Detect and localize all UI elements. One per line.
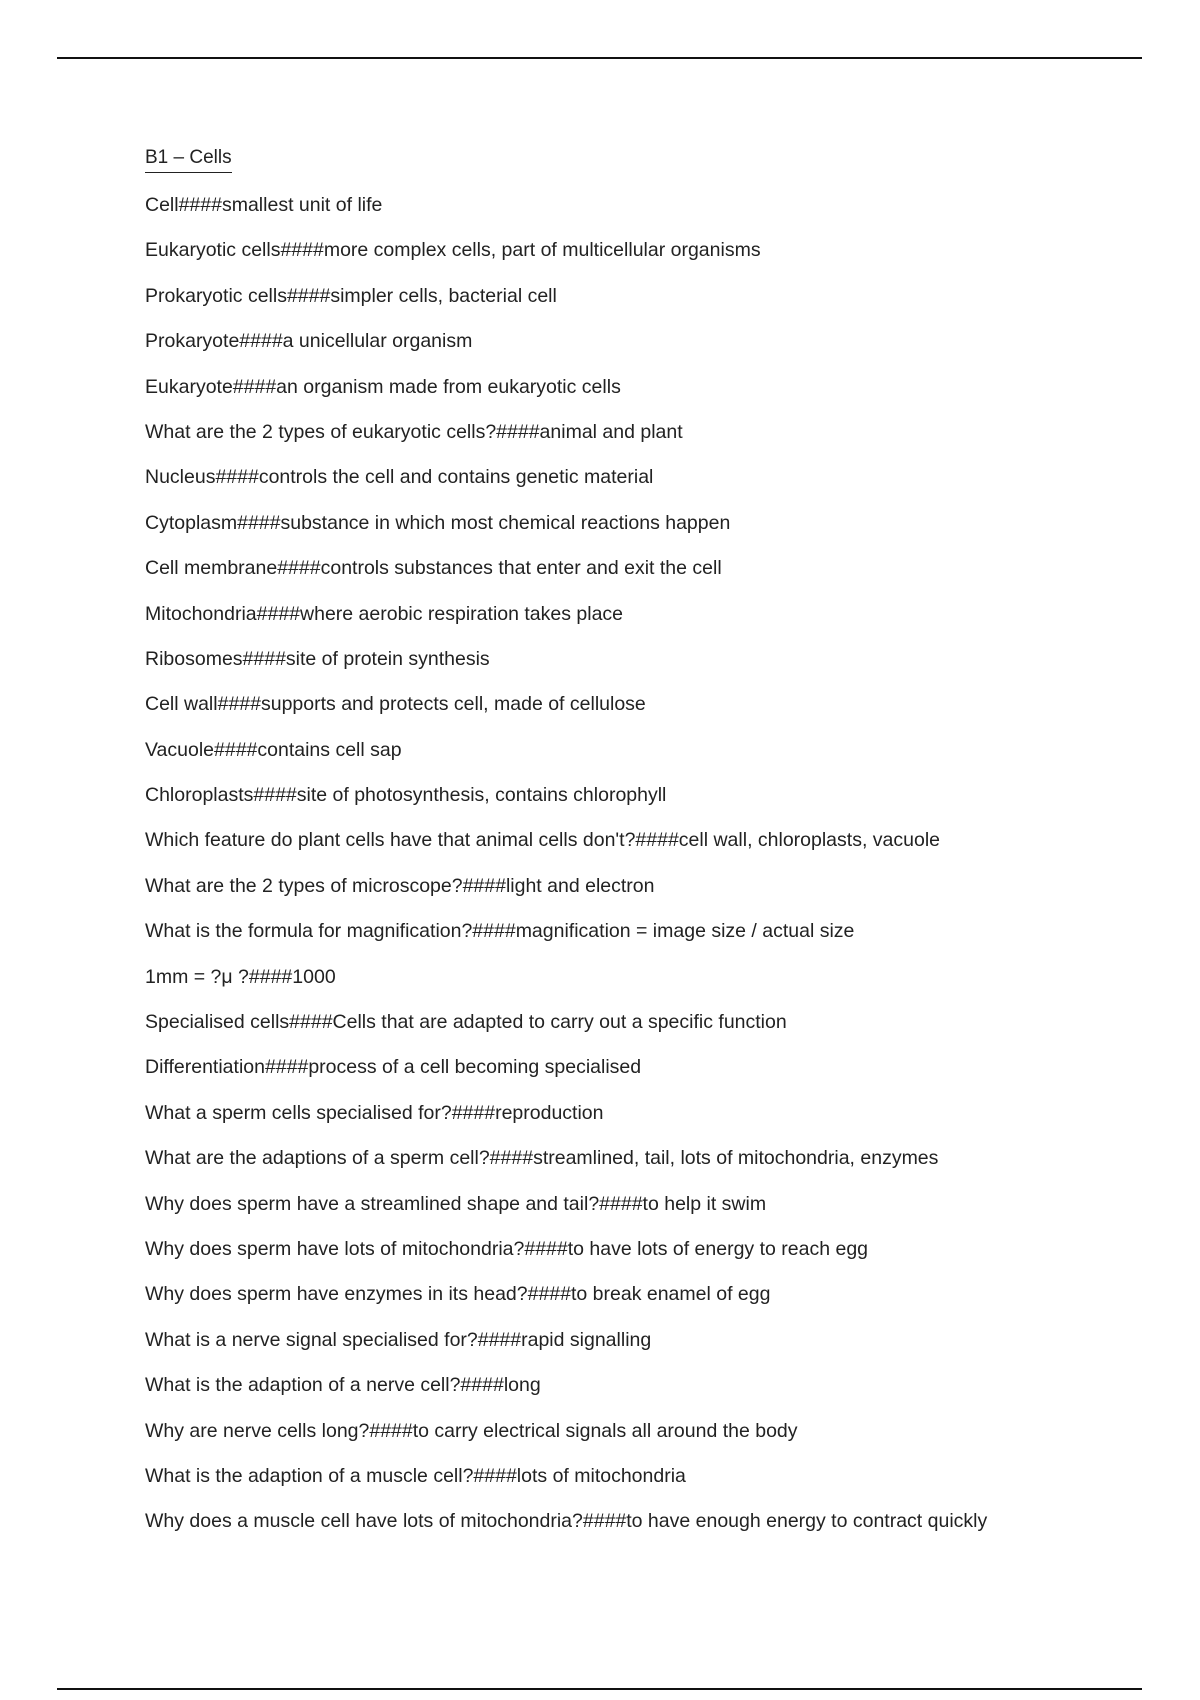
flashcard-line: Prokaryote####a unicellular organism bbox=[145, 330, 473, 353]
flashcard-line: Why does sperm have a streamlined shape and tail?####to help it swim bbox=[145, 1192, 767, 1215]
flashcard-line: Specialised cells####Cells that are adapted to carry out a specific function bbox=[145, 1011, 787, 1034]
flashcard-line: What are the adaptions of a sperm cell?####streamlined, tail, lots of mitochondria, enzymes bbox=[145, 1147, 939, 1170]
document-content bbox=[145, 145, 1085, 1554]
flashcard-line: Which feature do plant cells have that animal cells don't?####cell wall, chloroplasts, vacuole bbox=[145, 829, 940, 852]
flashcard-line: Why does sperm have enzymes in its head?####to break enamel of egg bbox=[145, 1283, 771, 1306]
flashcard-line: Chloroplasts####site of photosynthesis, contains chlorophyll bbox=[145, 784, 667, 807]
flashcard-line: What is the adaption of a muscle cell?####lots of mitochondria bbox=[145, 1464, 686, 1487]
flashcard-line: What is a nerve signal specialised for?####rapid signalling bbox=[145, 1328, 652, 1351]
section-heading: B1 – Cells bbox=[145, 145, 232, 173]
flashcard-line: Vacuole####contains cell sap bbox=[145, 738, 402, 761]
flashcard-list bbox=[145, 192, 1085, 1554]
flashcard-line: Cytoplasm####substance in which most chemical reactions happen bbox=[145, 511, 731, 534]
flashcard-line: Differentiation####process of a cell becoming specialised bbox=[145, 1056, 642, 1079]
flashcard-line: Why does a muscle cell have lots of mitochondria?####to have enough energy to contract quickly bbox=[145, 1510, 988, 1533]
flashcard-line: What is the formula for magnification?####magnification = image size / actual size bbox=[145, 920, 855, 943]
flashcard-line: Eukaryotic cells####more complex cells, part of multicellular organisms bbox=[145, 239, 761, 262]
flashcard-line: What a sperm cells specialised for?####reproduction bbox=[145, 1101, 604, 1124]
flashcard-line: Prokaryotic cells####simpler cells, bacterial cell bbox=[145, 284, 557, 307]
flashcard-line: What are the 2 types of eukaryotic cells?####animal and plant bbox=[145, 420, 683, 443]
flashcard-line: Cell####smallest unit of life bbox=[145, 194, 383, 216]
flashcard-line: Cell membrane####controls substances that enter and exit the cell bbox=[145, 557, 722, 580]
footer-rule bbox=[57, 1688, 1142, 1690]
flashcard-line: Cell wall####supports and protects cell, made of cellulose bbox=[145, 693, 646, 716]
flashcard-line: Why does sperm have lots of mitochondria?####to have lots of energy to reach egg bbox=[145, 1237, 869, 1260]
flashcard-line: Mitochondria####where aerobic respiration takes place bbox=[145, 602, 624, 625]
flashcard-line: Eukaryote####an organism made from eukaryotic cells bbox=[145, 375, 621, 398]
flashcard-line: Nucleus####controls the cell and contains genetic material bbox=[145, 466, 654, 489]
flashcard-line: Why are nerve cells long?####to carry electrical signals all around the body bbox=[145, 1419, 798, 1442]
flashcard-line: 1mm = ?μ ?####1000 bbox=[145, 965, 336, 988]
header-rule bbox=[57, 57, 1142, 59]
flashcard-line: What is the adaption of a nerve cell?####long bbox=[145, 1374, 541, 1397]
flashcard-line: Ribosomes####site of protein synthesis bbox=[145, 647, 490, 670]
flashcard-line: What are the 2 types of microscope?####light and electron bbox=[145, 874, 655, 897]
